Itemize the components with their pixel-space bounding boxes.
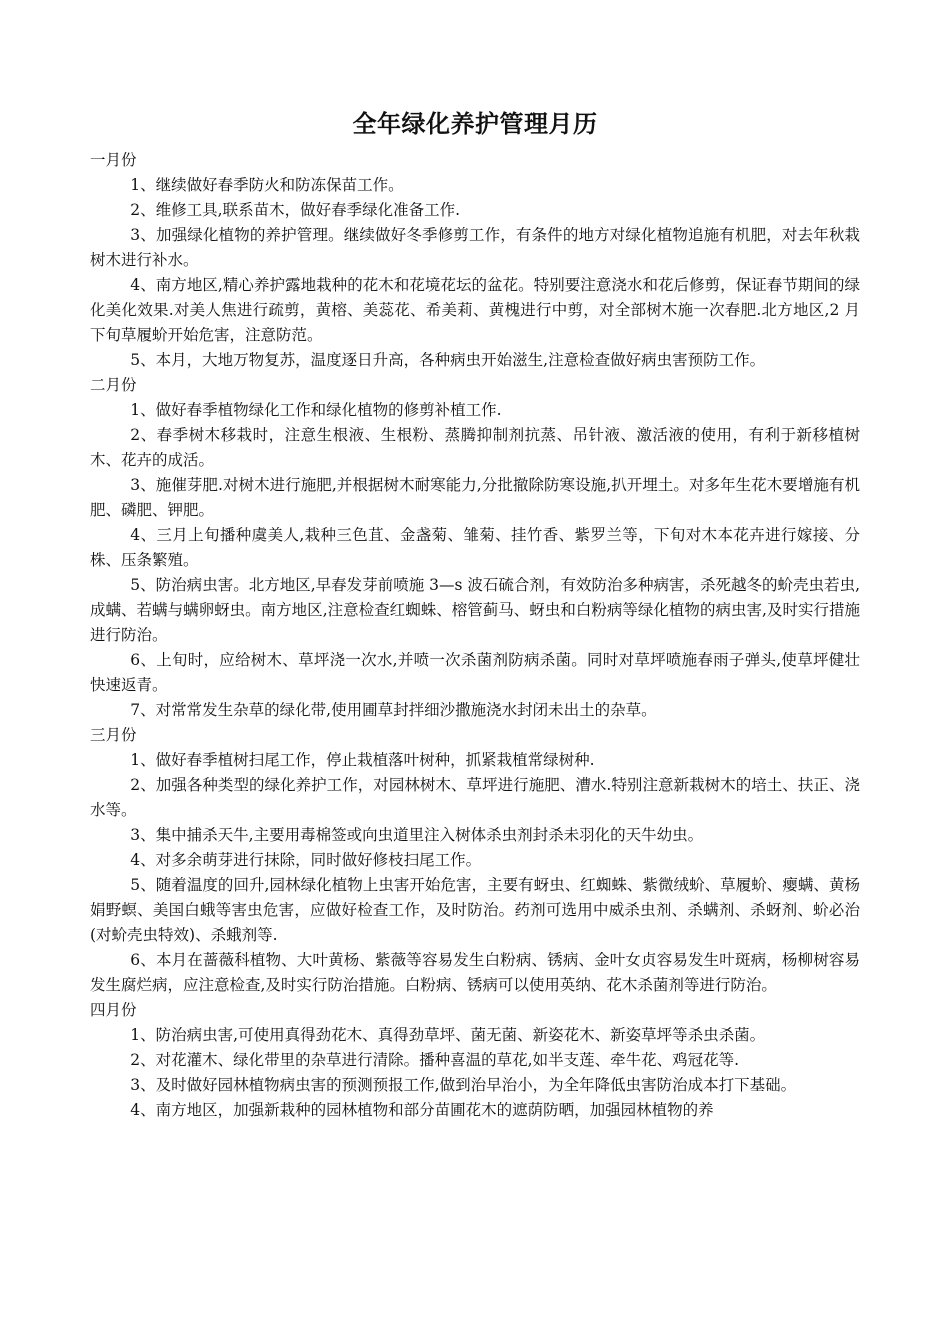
task-paragraph: 1、继续做好春季防火和防冻保苗工作。 bbox=[130, 176, 404, 194]
task-paragraph: 3、施催芽肥.对树木进行施肥,并根据树木耐寒能力,分批撤除防寒设施,扒开埋土。对多年生花木要增施有机肥、磷肥、钾肥。 bbox=[90, 476, 860, 519]
month-sections bbox=[90, 148, 860, 1123]
task-paragraph: 2、维修工具,联系苗木，做好春季绿化准备工作. bbox=[130, 201, 461, 219]
task-paragraph: 3、集中捕杀天牛,主要用毒棉签或向虫道里注入树体杀虫剂封杀未羽化的天牛幼虫。 bbox=[130, 826, 704, 844]
task-paragraph: 2、加强各种类型的绿化养护工作，对园林树木、草坪进行施肥、漕水.特别注意新栽树木的培土、扶正、浇水等。 bbox=[90, 776, 860, 819]
month-heading: 二月份 bbox=[90, 376, 137, 394]
task-paragraph: 3、加强绿化植物的养护管理。继续做好冬季修剪工作，有条件的地方对绿化植物追施有机肥，对去年秋栽树木进行补水。 bbox=[90, 226, 860, 269]
task-paragraph: 4、三月上旬播种虞美人,栽种三色苴、金盏菊、雏菊、挂竹香、紫罗兰等，下旬对木本花卉进行嫁接、分株、压条繁殖。 bbox=[90, 526, 860, 569]
task-paragraph: 2、对花灌木、绿化带里的杂草进行清除。播种喜温的草花,如半支莲、牵牛花、鸡冠花等. bbox=[130, 1051, 740, 1069]
task-paragraph: 2、春季树木移栽时，注意生根液、生根粉、蒸腾抑制剂抗蒸、吊针液、激活液的使用，有利于新移植树木、花卉的成活。 bbox=[90, 426, 860, 469]
task-paragraph: 4、南方地区,精心养护露地栽种的花木和花境花坛的盆花。特别要注意浇水和花后修剪，保证春节期间的绿化美化效果.对美人焦进行疏剪，黄榕、美蕊花、希美莉、黄槐进行中剪，对全部树木施一次春肥.北方地区,2 月下旬草履蚧开始危害，注意防范。 bbox=[90, 276, 860, 344]
month-heading: 一月份 bbox=[90, 151, 137, 169]
task-paragraph: 5、防治病虫害。北方地区,早春发芽前喷施 3—s 波石硫合剂，有效防治多种病害，杀死越冬的蚧壳虫若虫,成螨、若螨与螨卵蚜虫。南方地区,注意检查红蜘蛛、榕管蓟马、蚜虫和白粉病等绿化植物的病虫害,及时实行措施进行防治。 bbox=[90, 576, 860, 644]
task-paragraph: 3、及时做好园林植物病虫害的预测预报工作,做到治早治小，为全年降低虫害防治成本打下基础。 bbox=[130, 1076, 797, 1094]
task-paragraph: 7、对常常发生杂草的绿化带,使用圃草封拌细沙撒施浇水封闭未出土的杂草。 bbox=[130, 701, 657, 719]
task-paragraph: 1、做好春季植树扫尾工作，停止栽植落叶树种，抓紧栽植常绿树种. bbox=[130, 751, 595, 769]
task-paragraph: 5、随着温度的回升,园林绿化植物上虫害开始危害，主要有蚜虫、红蜘蛛、紫微绒蚧、草履蚧、瘿螨、黄杨娟野螟、美国白蛾等害虫危害，应做好检查工作，及时防治。药剂可选用中威杀虫剂、杀螨剂、杀蚜剂、蚧必治(对蚧壳虫特效)、杀蛾剂等. bbox=[90, 876, 860, 944]
task-paragraph: 5、本月，大地万物复苏，温度逐日升高，各种病虫开始滋生,注意检查做好病虫害预防工作。 bbox=[130, 351, 766, 369]
month-heading: 四月份 bbox=[90, 1001, 137, 1019]
task-paragraph: 1、做好春季植物绿化工作和绿化植物的修剪补植工作. bbox=[130, 401, 502, 419]
month-section bbox=[90, 723, 860, 998]
document-body bbox=[90, 104, 860, 1123]
task-paragraph: 4、对多余萌芽进行抹除，同时做好修枝扫尾工作。 bbox=[130, 851, 482, 869]
task-paragraph: 1、防治病虫害,可使用真得劲花木、真得劲草坪、菌无菌、新姿花木、新姿草坪等杀虫杀菌。 bbox=[130, 1026, 766, 1044]
month-section bbox=[90, 373, 860, 723]
document-title: 全年绿化养护管理月历 bbox=[352, 110, 598, 138]
month-section bbox=[90, 998, 860, 1123]
task-paragraph: 6、上旬时，应给树木、草坪浇一次水,并喷一次杀菌剂防病杀菌。同时对草坪喷施春雨子弹头,使草坪健壮快速返青。 bbox=[90, 651, 860, 694]
task-paragraph: 6、本月在蔷薇科植物、大叶黄杨、紫薇等容易发生白粉病、锈病、金叶女贞容易发生叶斑病，杨柳树容易发生腐烂病，应注意检查,及时实行防治措施。白粉病、锈病可以使用英纳、花木杀菌剂等进行防治。 bbox=[90, 951, 860, 994]
month-section bbox=[90, 148, 860, 373]
month-heading: 三月份 bbox=[90, 726, 137, 744]
task-paragraph: 4、南方地区，加强新栽种的园林植物和部分苗圃花木的遮荫防晒，加强园林植物的养 bbox=[130, 1101, 714, 1119]
